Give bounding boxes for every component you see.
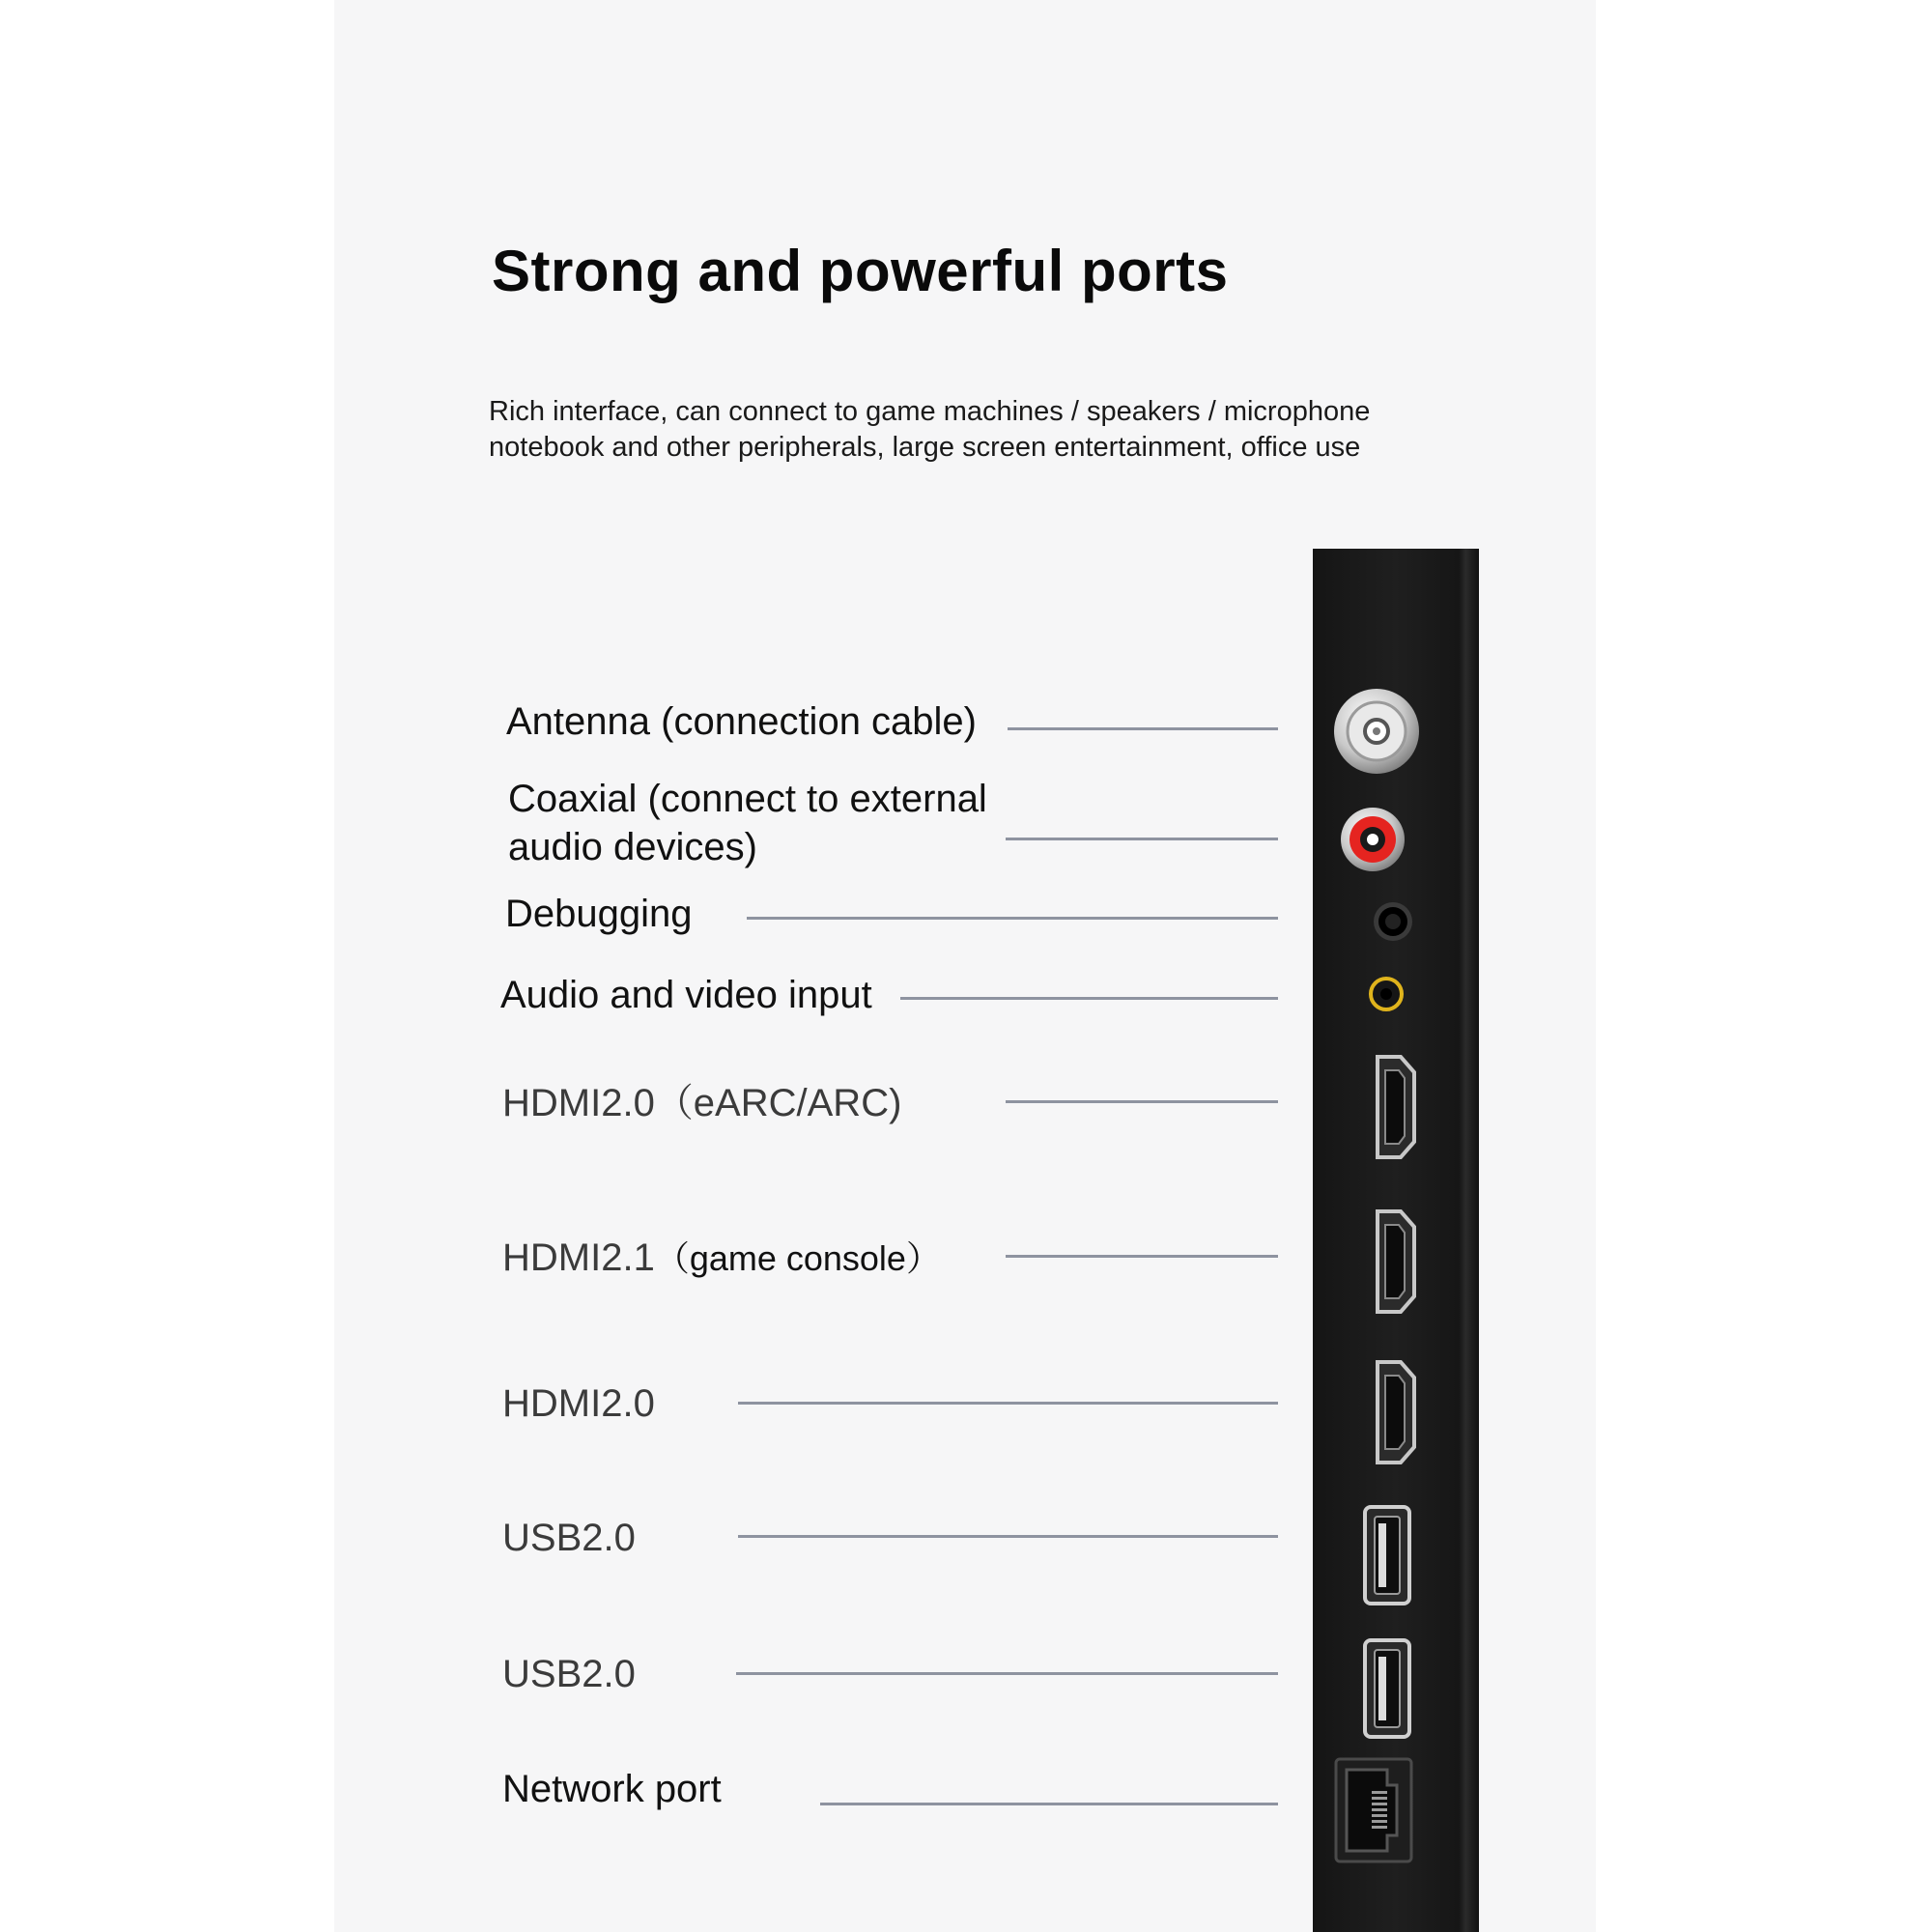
leader-line-antenna (1008, 727, 1278, 730)
label-hdmi21-note: （game console） (654, 1238, 941, 1278)
usb-port-icon-2 (1362, 1637, 1412, 1740)
page-title: Strong and powerful ports (492, 239, 1229, 303)
label-hdmi20: HDMI2.0 (502, 1382, 655, 1425)
label-antenna: Antenna (connection cable) (506, 700, 977, 743)
label-coaxial-line-2: audio devices) (508, 826, 757, 868)
label-usb-2: USB2.0 (502, 1653, 636, 1695)
leader-line-av-input (900, 997, 1278, 1000)
av-input-port-icon (1368, 976, 1405, 1012)
label-av-input: Audio and video input (500, 974, 872, 1016)
leader-line-network (820, 1803, 1278, 1805)
usb-port-icon-1 (1362, 1504, 1412, 1606)
leader-line-usb-1 (738, 1535, 1278, 1538)
leader-line-hdmi-earc (1006, 1100, 1278, 1103)
label-hdmi21 (502, 1234, 941, 1283)
label-debugging: Debugging (505, 893, 693, 935)
subtitle-line-1: Rich interface, can connect to game machines / speakers / microphone (489, 396, 1371, 427)
leader-line-hdmi20 (738, 1402, 1278, 1405)
label-network: Network port (502, 1768, 722, 1810)
leader-line-hdmi21 (1006, 1255, 1278, 1258)
leader-line-usb-2 (736, 1672, 1278, 1675)
coaxial-port-icon (1339, 806, 1406, 873)
label-hdmi21-main: HDMI2.1 (502, 1236, 655, 1279)
hdmi-port-icon-3 (1370, 1358, 1418, 1466)
hdmi-port-icon-1 (1370, 1053, 1418, 1161)
label-hdmi-earc: HDMI2.0（eARC/ARC) (502, 1082, 902, 1124)
debug-port-icon (1373, 901, 1413, 942)
label-usb-1: USB2.0 (502, 1517, 636, 1559)
leader-line-coaxial (1006, 838, 1278, 840)
hdmi-port-icon-2 (1370, 1208, 1418, 1316)
label-coaxial-line-1: Coaxial (connect to external (508, 778, 987, 820)
antenna-port-icon (1332, 687, 1421, 776)
page-subtitle (489, 394, 1370, 466)
subtitle-line-2: notebook and other peripherals, large screen entertainment, office use (489, 432, 1361, 463)
ethernet-port-icon (1333, 1756, 1414, 1864)
label-coaxial (508, 775, 987, 871)
leader-line-debugging (747, 917, 1278, 920)
